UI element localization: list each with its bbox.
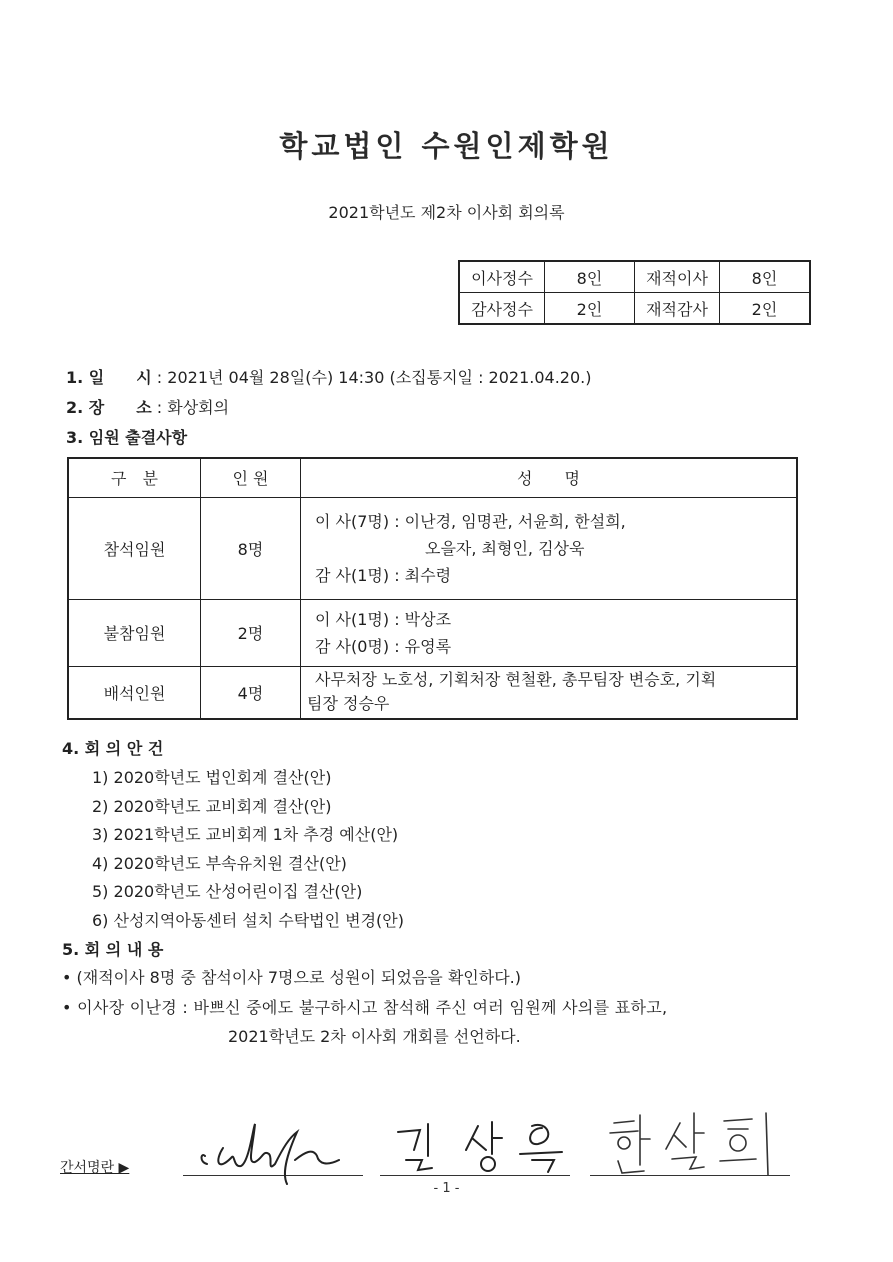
signature-2	[392, 1110, 572, 1180]
attendance-header-row	[68, 458, 797, 497]
signature-3	[600, 1105, 785, 1180]
quota-row	[459, 293, 810, 325]
row-count: 4명	[201, 666, 301, 719]
quota-label: 재적감사	[635, 293, 720, 325]
quota-value: 2인	[720, 293, 811, 325]
row-count: 2명	[201, 599, 301, 666]
attendance-row	[68, 497, 797, 599]
row-category: 불참임원	[68, 599, 201, 666]
row-count: 8명	[201, 497, 301, 599]
row-names	[301, 599, 798, 666]
names-line: 팀장 정승우	[307, 694, 390, 714]
header-category: 구 분	[68, 458, 201, 497]
names-line: 이 사(1명) : 박상조	[315, 609, 452, 629]
attendance-row	[68, 666, 797, 719]
names-line: 사무처장 노호성, 기획처장 현철환, 총무팀장 변승호, 기획	[315, 670, 717, 690]
agenda-item: 2) 2020학년도 교비회계 결산(안)	[92, 797, 332, 816]
date-label: 1. 일 시	[66, 368, 152, 387]
names-line: 감 사(1명) : 최수령	[315, 565, 452, 585]
quota-value: 2인	[545, 293, 635, 325]
quota-label: 재적이사	[635, 261, 720, 293]
place-label: 2. 장 소	[66, 398, 152, 417]
agenda-item: 5) 2020학년도 산성어린이집 결산(안)	[92, 882, 363, 901]
date-value: : 2021년 04월 28일(수) 14:30 (소집통지일 : 2021.04.20.)	[156, 368, 592, 387]
names-line: 이 사(7명) : 이난경, 임명관, 서윤희, 한설희,	[315, 511, 626, 531]
agenda-item: 6) 산성지역아동센터 설치 수탁법인 변경(안)	[92, 911, 405, 930]
content-paragraph: • (재적이사 8명 중 참석이사 7명으로 성원이 되었음을 확인하다.)	[62, 968, 521, 987]
quota-value: 8인	[545, 261, 635, 293]
date-line	[66, 365, 592, 388]
quota-row	[459, 261, 810, 293]
agenda-item: 3) 2021학년도 교비회계 1차 추경 예산(안)	[92, 825, 399, 844]
content-paragraph: • 이사장 이난경 : 바쁘신 중에도 불구하시고 참석해 주신 여러 임원께 사의를 표하고,	[62, 998, 668, 1017]
attendance-heading: 3. 임원 출결사항	[66, 428, 188, 447]
quota-label: 이사정수	[459, 261, 545, 293]
quota-label: 감사정수	[459, 293, 545, 325]
attendance-row	[68, 599, 797, 666]
signature-label: 간서명란 ▶	[60, 1160, 130, 1176]
place-value: : 화상회의	[156, 398, 230, 417]
content-heading: 5. 회 의 내 용	[62, 940, 164, 959]
header-names: 성 명	[301, 458, 798, 497]
header-count: 인 원	[201, 458, 301, 497]
page-number: - 1 -	[433, 1181, 460, 1196]
signature-1	[183, 1098, 363, 1188]
document-title: 학교법인 수원인제학원	[279, 129, 614, 163]
agenda-heading: 4. 회 의 안 건	[62, 739, 164, 758]
row-names	[301, 497, 798, 599]
quota-table	[458, 260, 811, 325]
content-paragraph: 2021학년도 2차 이사회 개회를 선언하다.	[228, 1027, 521, 1046]
names-line: 감 사(0명) : 유영록	[315, 636, 452, 656]
names-line: 오을자, 최형인, 김상욱	[425, 538, 585, 558]
row-category: 참석임원	[68, 497, 201, 599]
row-names	[301, 666, 798, 719]
row-category: 배석인원	[68, 666, 201, 719]
quota-value: 8인	[720, 261, 811, 293]
document-subtitle: 2021학년도 제2차 이사회 회의록	[328, 203, 565, 222]
agenda-item: 4) 2020학년도 부속유치원 결산(안)	[92, 854, 347, 873]
place-line	[66, 395, 229, 418]
agenda-item: 1) 2020학년도 법인회계 결산(안)	[92, 768, 332, 787]
attendance-table	[67, 457, 798, 720]
